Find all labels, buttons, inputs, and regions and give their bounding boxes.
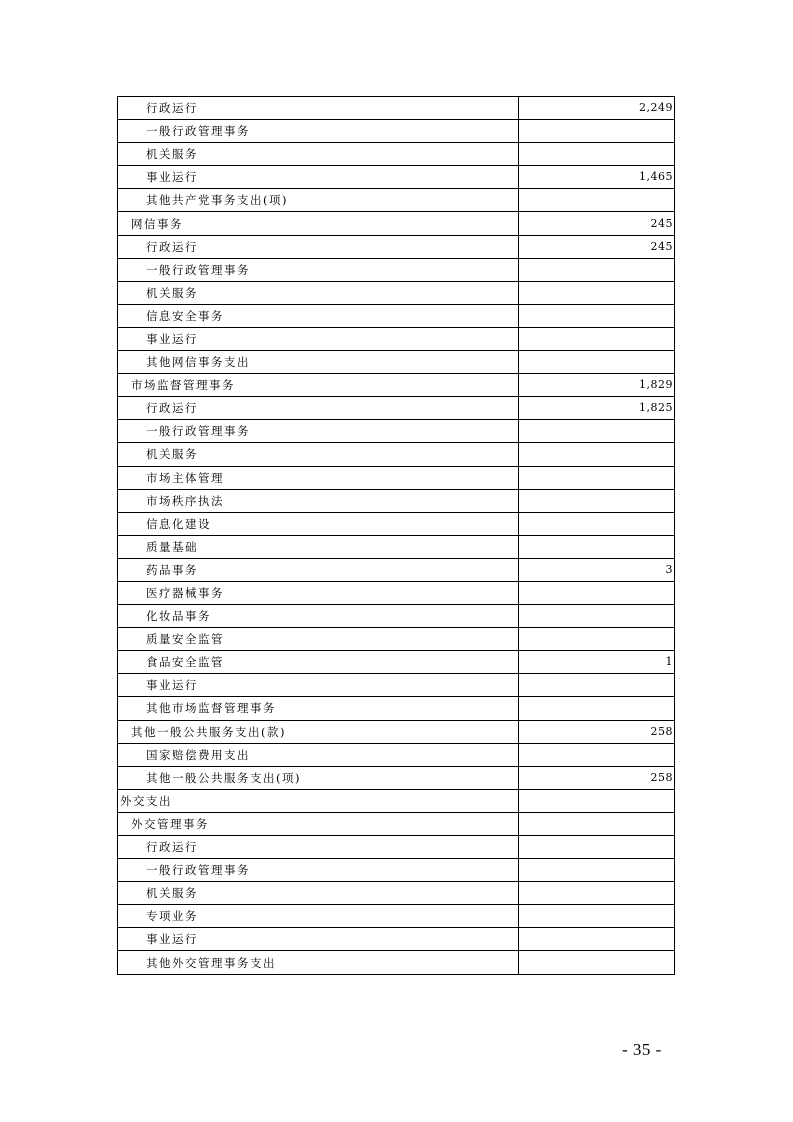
row-amount: 1,465 (519, 166, 675, 189)
row-amount (519, 697, 675, 720)
row-item-name: 一般行政管理事务 (118, 859, 519, 882)
table-row (118, 351, 675, 374)
table-row (118, 466, 675, 489)
table-row (118, 836, 675, 859)
row-amount (519, 628, 675, 651)
row-item-name: 行政运行 (118, 97, 519, 120)
row-amount (519, 812, 675, 835)
row-amount (519, 605, 675, 628)
table-row (118, 327, 675, 350)
row-item-name: 外交支出 (118, 789, 519, 812)
table-row (118, 928, 675, 951)
row-amount (519, 351, 675, 374)
row-item-name: 机关服务 (118, 281, 519, 304)
row-item-name: 网信事务 (118, 212, 519, 235)
table-row (118, 581, 675, 604)
table-row (118, 812, 675, 835)
table-row (118, 189, 675, 212)
row-amount: 258 (519, 766, 675, 789)
table-row (118, 281, 675, 304)
row-item-name: 其他网信事务支出 (118, 351, 519, 374)
table-row (118, 605, 675, 628)
table-row (118, 166, 675, 189)
row-item-name: 事业运行 (118, 166, 519, 189)
table-row (118, 258, 675, 281)
table-row (118, 674, 675, 697)
row-amount: 258 (519, 720, 675, 743)
row-amount (519, 951, 675, 974)
row-item-name: 国家赔偿费用支出 (118, 743, 519, 766)
row-amount (519, 304, 675, 327)
row-item-name: 药品事务 (118, 558, 519, 581)
row-amount (519, 789, 675, 812)
row-amount: 245 (519, 212, 675, 235)
row-amount (519, 258, 675, 281)
row-amount (519, 189, 675, 212)
table-row (118, 905, 675, 928)
table-row (118, 120, 675, 143)
row-amount: 1 (519, 651, 675, 674)
row-item-name: 市场主体管理 (118, 466, 519, 489)
table-row (118, 535, 675, 558)
table-row (118, 397, 675, 420)
row-item-name: 机关服务 (118, 443, 519, 466)
row-amount (519, 674, 675, 697)
row-amount: 1,829 (519, 374, 675, 397)
row-amount (519, 420, 675, 443)
row-item-name: 其他外交管理事务支出 (118, 951, 519, 974)
row-item-name: 行政运行 (118, 397, 519, 420)
row-item-name: 质量安全监管 (118, 628, 519, 651)
table-row (118, 512, 675, 535)
table-row (118, 212, 675, 235)
row-item-name: 其他共产党事务支出(项) (118, 189, 519, 212)
row-item-name: 事业运行 (118, 674, 519, 697)
row-item-name: 市场秩序执法 (118, 489, 519, 512)
row-item-name: 一般行政管理事务 (118, 258, 519, 281)
row-item-name: 食品安全监管 (118, 651, 519, 674)
row-item-name: 一般行政管理事务 (118, 420, 519, 443)
row-item-name: 机关服务 (118, 143, 519, 166)
table-row (118, 628, 675, 651)
row-item-name: 其他一般公共服务支出(项) (118, 766, 519, 789)
row-item-name: 事业运行 (118, 928, 519, 951)
table-row (118, 743, 675, 766)
row-item-name: 专项业务 (118, 905, 519, 928)
table-row (118, 558, 675, 581)
row-item-name: 行政运行 (118, 836, 519, 859)
row-amount (519, 836, 675, 859)
table-row (118, 489, 675, 512)
row-amount (519, 882, 675, 905)
row-amount (519, 535, 675, 558)
row-amount: 1,825 (519, 397, 675, 420)
row-amount (519, 120, 675, 143)
page-number: - 35 - (622, 1040, 662, 1059)
table-row (118, 882, 675, 905)
row-amount (519, 581, 675, 604)
row-amount (519, 443, 675, 466)
table-row (118, 420, 675, 443)
row-item-name: 信息安全事务 (118, 304, 519, 327)
row-item-name: 其他市场监督管理事务 (118, 697, 519, 720)
row-item-name: 信息化建设 (118, 512, 519, 535)
row-amount (519, 327, 675, 350)
row-amount (519, 281, 675, 304)
expenditure-table (117, 96, 675, 975)
row-amount: 2,249 (519, 97, 675, 120)
row-amount: 245 (519, 235, 675, 258)
row-item-name: 其他一般公共服务支出(款) (118, 720, 519, 743)
row-amount (519, 466, 675, 489)
table-row (118, 443, 675, 466)
row-item-name: 一般行政管理事务 (118, 120, 519, 143)
row-amount (519, 512, 675, 535)
table-row (118, 651, 675, 674)
row-item-name: 化妆品事务 (118, 605, 519, 628)
table-row (118, 789, 675, 812)
row-item-name: 医疗器械事务 (118, 581, 519, 604)
row-item-name: 事业运行 (118, 327, 519, 350)
row-amount: 3 (519, 558, 675, 581)
row-amount (519, 489, 675, 512)
table-row (118, 235, 675, 258)
table-row (118, 697, 675, 720)
row-item-name: 质量基础 (118, 535, 519, 558)
row-item-name: 行政运行 (118, 235, 519, 258)
row-amount (519, 928, 675, 951)
table-row (118, 766, 675, 789)
expenditure-table-body (118, 97, 675, 975)
table-row (118, 97, 675, 120)
table-row (118, 951, 675, 974)
row-item-name: 外交管理事务 (118, 812, 519, 835)
row-item-name: 机关服务 (118, 882, 519, 905)
table-row (118, 720, 675, 743)
row-amount (519, 143, 675, 166)
table-row (118, 374, 675, 397)
table-row (118, 859, 675, 882)
row-amount (519, 905, 675, 928)
table-row (118, 304, 675, 327)
table-row (118, 143, 675, 166)
row-item-name: 市场监督管理事务 (118, 374, 519, 397)
row-amount (519, 859, 675, 882)
row-amount (519, 743, 675, 766)
